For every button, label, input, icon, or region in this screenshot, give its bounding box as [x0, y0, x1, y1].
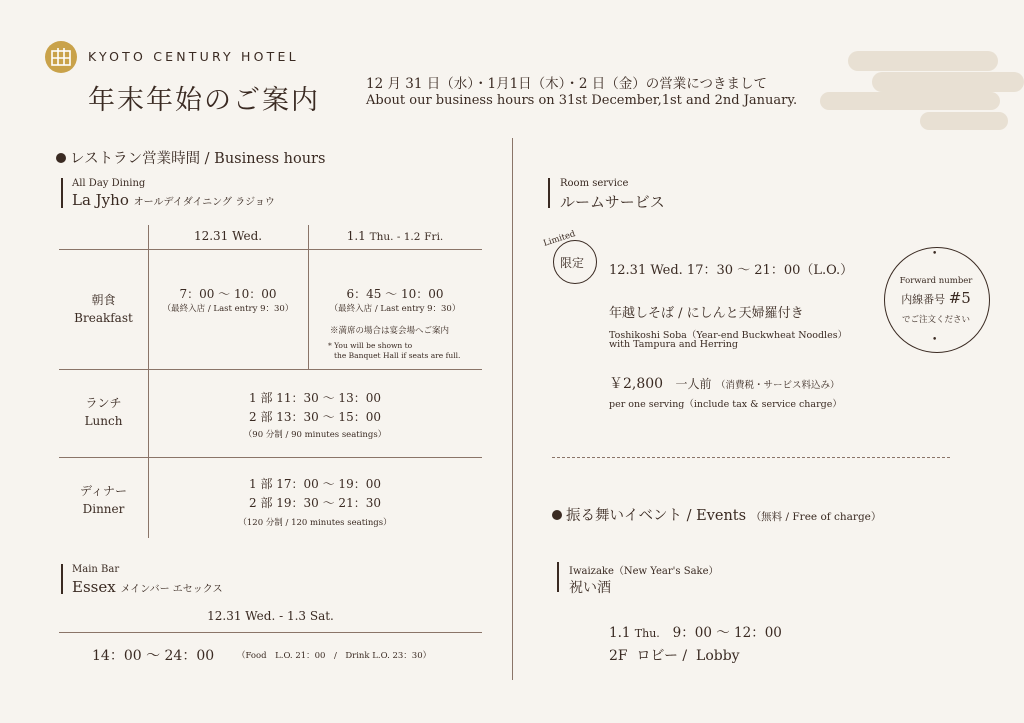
essex-sub: Main Bar	[72, 564, 120, 575]
bullet-icon	[56, 153, 66, 163]
col-header-11-12: 1.1 Thu. - 1.2 Fri.	[346, 229, 444, 243]
essex-lo: （Food L.O. 21：00 / Drink L.O. 23：30）	[237, 651, 432, 661]
intro-en: About our business hours on 31st December,1st and 2nd January.	[366, 93, 798, 108]
dish-en-1: Toshikoshi Soba（Year-end Buckwheat Noodles）	[609, 330, 848, 341]
dot-icon: •	[932, 249, 938, 259]
breakfast-en: Breakfast	[74, 311, 133, 325]
section-bar	[61, 564, 63, 594]
breakfast-time-11: 6：45 〜 10：00	[346, 287, 444, 301]
essex-name: Essex	[72, 578, 116, 596]
limited-en: Limited	[542, 229, 577, 249]
la-jyho-name-jp: オールデイダイニング ラジョウ	[133, 197, 275, 208]
section-bar	[557, 562, 559, 592]
cloud-decoration	[820, 48, 1024, 134]
section-bar	[61, 178, 63, 208]
hotel-name: KYOTO CENTURY HOTEL	[88, 49, 299, 64]
la-jyho-name: La Jyho	[72, 191, 129, 209]
forward-jp: 内線番号	[901, 293, 946, 306]
dashed-divider	[552, 457, 950, 458]
dish-en-2: with Tampura and Herring	[609, 339, 738, 350]
lunch-note: （90 分制 / 90 minutes seatings）	[243, 430, 387, 440]
essex-title	[72, 578, 223, 596]
intro-jp: 12 月 31 日（水）・1月1日（木）・2 日（金）の営業につきまして	[366, 76, 768, 92]
la-jyho-title	[72, 191, 275, 209]
dinner-jp: ディナー	[79, 484, 128, 498]
center-divider	[512, 138, 513, 680]
events-heading: 振る舞いイベント / Events （無料 / Free of charge）	[552, 504, 881, 525]
dinner-1: 1 部 17：00 〜 19：00	[249, 477, 381, 491]
essex-hours: 14：00 〜 24：00	[92, 648, 215, 664]
limited-jp: 限定	[560, 256, 585, 270]
price: ￥2,800	[609, 376, 664, 392]
breakfast-jp: 朝食	[91, 293, 116, 307]
table-line	[59, 632, 482, 633]
dinner-note: （120 分制 / 120 minutes seatings）	[238, 518, 392, 528]
la-jyho-sub: All Day Dining	[72, 178, 146, 189]
events-name: 祝い酒	[569, 580, 611, 596]
forward-en: Forward number	[899, 276, 973, 286]
lunch-jp: ランチ	[85, 396, 122, 410]
room-service-time: 12.31 Wed. 17：30 〜 21：00（L.O.）	[609, 263, 854, 278]
events-date: 1.1 Thu. 9：00 〜 12：00	[609, 625, 782, 641]
table-line	[59, 369, 482, 370]
page-title: 年末年始のご案内	[88, 85, 320, 116]
price-en: per one serving（include tax & service charge）	[609, 399, 842, 410]
events-heading-note: （無料 / Free of charge）	[750, 511, 882, 523]
events-place: 2F ロビー / Lobby	[609, 648, 740, 664]
dot-icon: •	[932, 335, 938, 345]
price-line	[609, 373, 840, 393]
bullet-icon	[552, 510, 562, 520]
lunch-2: 2 部 13：30 〜 15：00	[249, 410, 381, 424]
full-note-jp: ※満席の場合は宴会場へご案内	[330, 326, 450, 336]
forward-num: #5	[948, 289, 971, 307]
room-service-sub: Room service	[560, 178, 629, 189]
dinner-en: Dinner	[82, 502, 125, 516]
forward-line	[884, 289, 988, 307]
price-note: （消費税・サービス料込み）	[716, 380, 840, 391]
dish-jp: 年越しそば / にしんと天婦羅付き	[609, 306, 804, 321]
forward-note: でご注文ください	[901, 315, 970, 325]
section-bar	[548, 178, 550, 208]
breakfast-time-1231: 7：00 〜 10：00	[179, 287, 277, 301]
essex-name-jp: メインバー エセックス	[120, 584, 223, 595]
lunch-en: Lunch	[84, 414, 123, 428]
col-header-1231: 12.31 Wed.	[193, 229, 263, 243]
full-note-en-2: the Banquet Hall if seats are full.	[334, 351, 461, 360]
full-note-en-1: * You will be shown to	[328, 341, 413, 350]
hotel-logo-icon	[44, 40, 78, 74]
dinner-2: 2 部 19：30 〜 21：30	[249, 496, 381, 510]
table-line	[59, 249, 482, 250]
breakfast-note-11: （最終入店 / Last entry 9：30）	[329, 304, 461, 314]
events-sub: Iwaizake（New Year's Sake）	[569, 566, 719, 577]
table-line	[59, 457, 482, 458]
lunch-1: 1 部 11：30 〜 13：00	[249, 391, 381, 405]
restaurant-heading: レストラン営業時間 / Business hours	[56, 147, 325, 168]
essex-dates: 12.31 Wed. - 1.3 Sat.	[207, 609, 334, 623]
breakfast-note-1231: （最終入店 / Last entry 9：30）	[162, 304, 294, 314]
price-unit: 一人前	[675, 377, 712, 391]
room-service-name: ルームサービス	[560, 193, 665, 211]
